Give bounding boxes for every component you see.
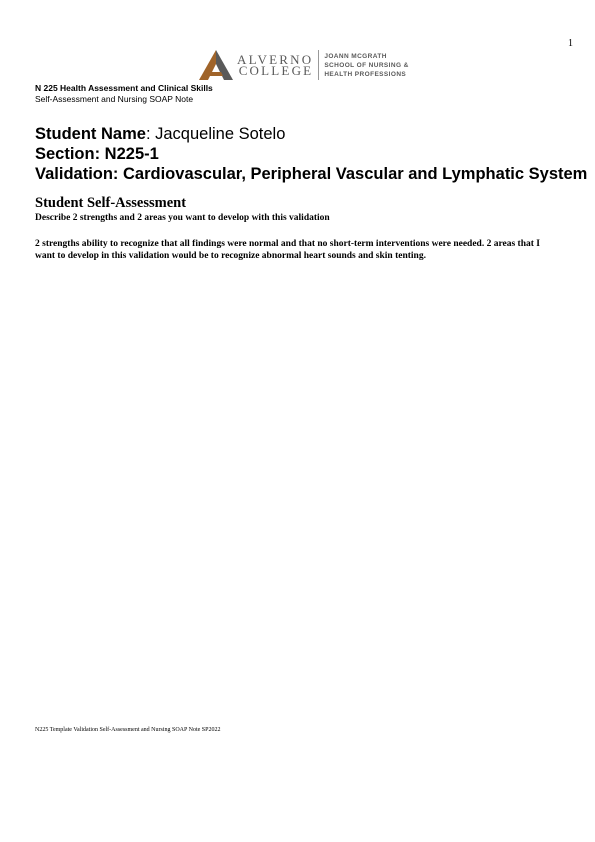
- section-line: Section: N225-1: [35, 145, 159, 163]
- school-name-line3: HEALTH PROFESSIONS: [324, 70, 407, 78]
- page-footer: N225 Template Validation Self-Assessment and Nursing SOAP Note SP2022: [35, 727, 221, 733]
- self-assessment-prompt: Describe 2 strengths and 2 areas you want to develop with this validation: [35, 213, 330, 223]
- course-header: [35, 83, 213, 105]
- logo-divider: [318, 50, 319, 80]
- self-assessment-answer: 2 strengths ability to recognize that all findings were normal and that no short-term interventions were needed. 2 areas that I want to develop in this validation would be to recognize abnormal heart sounds and skin tenting.: [35, 239, 540, 261]
- student-name-label: Student Name: [35, 125, 146, 143]
- college-name-line2: COLLEGE: [238, 63, 314, 78]
- college-name: [237, 54, 318, 76]
- alverno-a-logo-icon: [199, 50, 233, 80]
- college-name-line1: ALVERNO: [237, 52, 314, 67]
- student-info: [35, 124, 587, 184]
- validation-line: Validation: Cardiovascular, Peripheral Vascular and Lymphatic System: [35, 165, 588, 183]
- page-number: 1: [568, 38, 573, 49]
- student-name-line: [35, 124, 587, 144]
- college-logo: [199, 50, 409, 80]
- course-subtitle: Self-Assessment and Nursing SOAP Note: [35, 94, 194, 104]
- school-name: [324, 52, 408, 79]
- student-name-separator: :: [145, 125, 151, 143]
- school-name-line2: SCHOOL OF NURSING &: [324, 61, 409, 69]
- course-title: N 225 Health Assessment and Clinical Skills: [35, 83, 213, 93]
- student-name-value: Jacqueline Sotelo: [150, 125, 286, 143]
- self-assessment-title: Student Self-Assessment: [35, 195, 187, 211]
- school-name-line1: JOANN MCGRATH: [324, 52, 387, 60]
